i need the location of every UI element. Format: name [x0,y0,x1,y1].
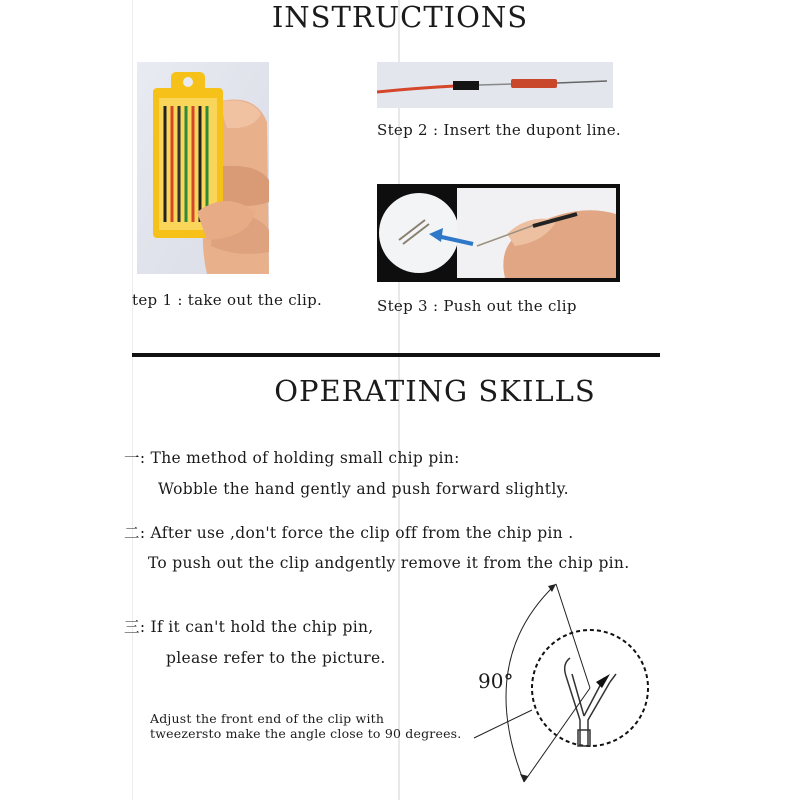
operating-skills-title: OPERATING SKILLS [274,374,596,408]
step2-photo [377,62,613,108]
skill-1-line-1 [124,446,460,468]
step3-caption: Step 3 : Push out the clip [377,297,577,315]
step1-photo [137,62,269,274]
skill-2-line-2: To push out the clip andgently remove it from the chip pin. [148,554,630,572]
skill-2-text: : After use ,don't force the clip off from the chip pin . [139,524,574,542]
skill-2-line-1 [124,521,573,543]
skill-3-line-1 [124,615,373,637]
clip-angle-diagram [470,570,660,798]
skill-2-mark: 二 [124,524,140,542]
skill-3-text: : If it can't hold the chip pin, [139,618,374,636]
skill-3-line-2: please refer to the picture. [166,649,386,667]
step2-caption: Step 2 : Insert the dupont line. [377,121,621,139]
section-divider [132,353,660,357]
step1-caption: tep 1 : take out the clip. [132,291,323,309]
instructions-title: INSTRUCTIONS [271,0,529,34]
skill-1-text: : The method of holding small chip pin: [139,449,460,467]
adjust-note-line-2: tweezersto make the angle close to 90 degrees. [150,726,462,741]
skill-1-line-2: Wobble the hand gently and push forward slightly. [158,480,569,498]
adjust-note-line-1: Adjust the front end of the clip with [150,711,385,726]
skill-1-mark: 一 [124,449,140,467]
skill-3-mark: 三 [124,618,140,636]
angle-label: 90° [478,669,514,693]
step3-photo [377,184,620,282]
